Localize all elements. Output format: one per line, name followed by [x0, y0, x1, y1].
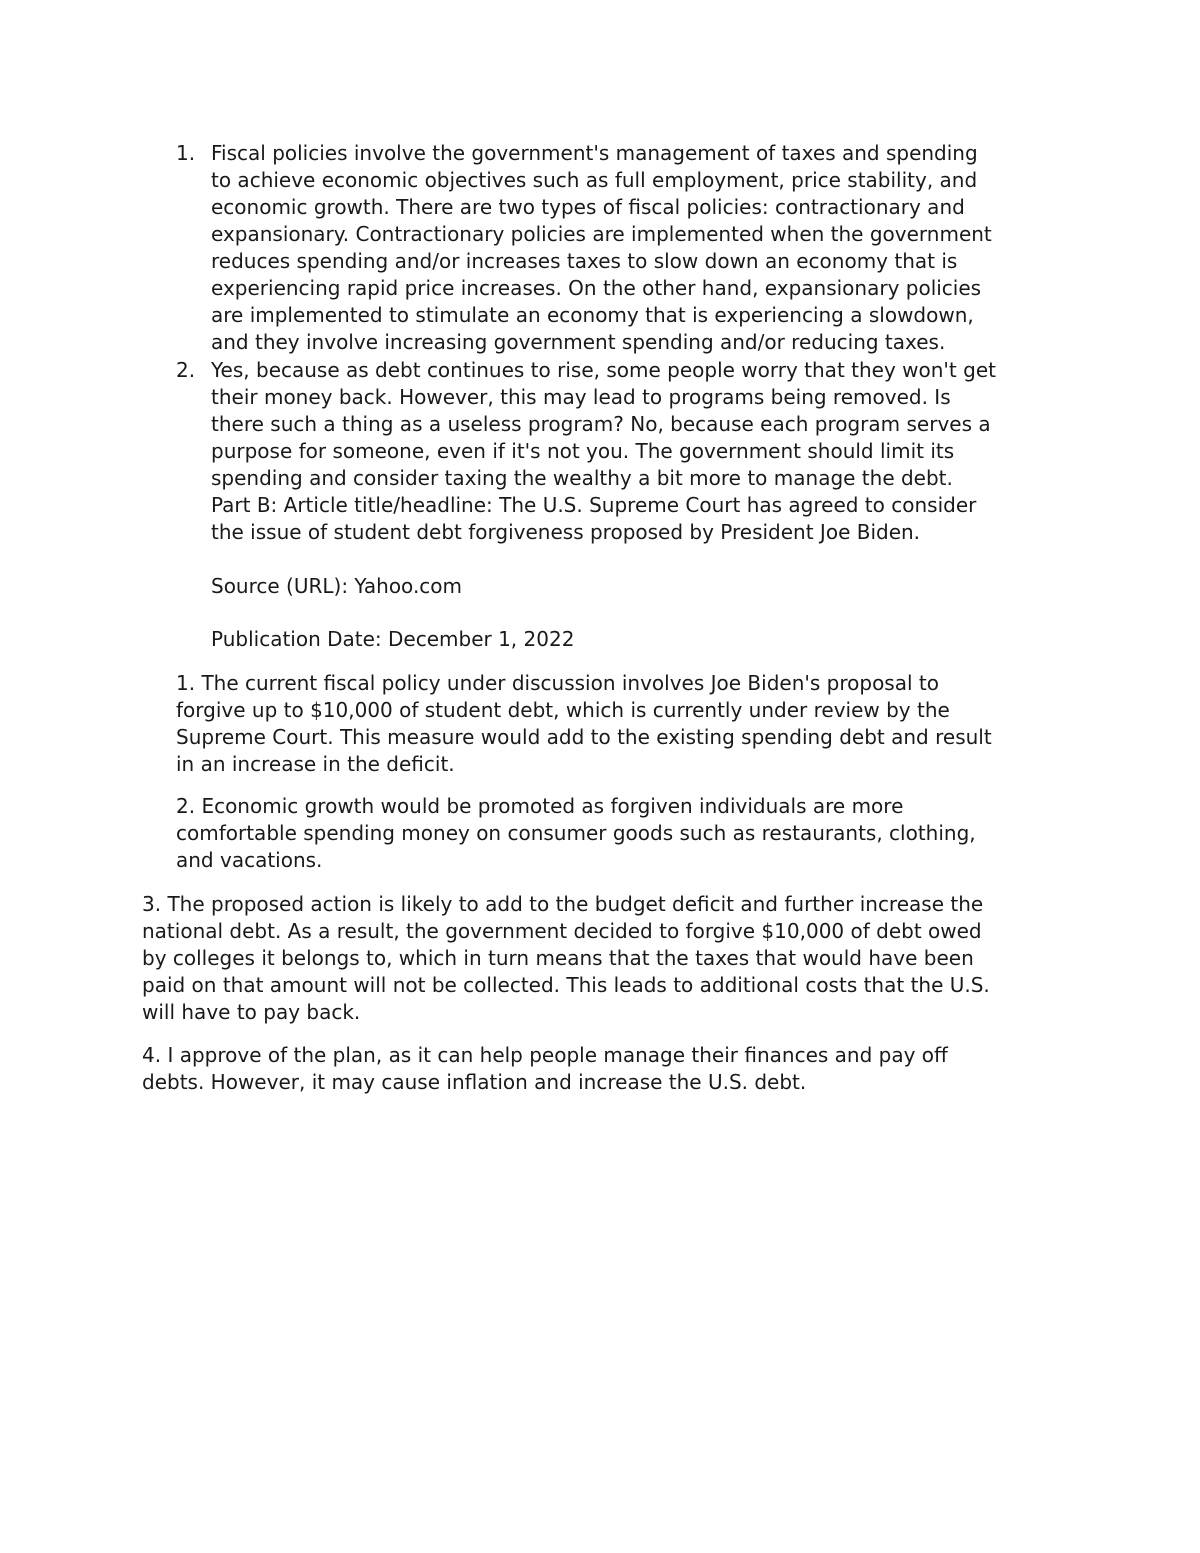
answer-3: 3. The proposed action is likely to add to the budget deficit and further increase the national debt. As a result, the government decided to forgive $10,000 of debt owed by colleges it belongs to, which in turn means that the taxes that would have been paid on that amount will not be collected. This leads to additional costs that the U.S. will have to pay back.	[142, 892, 990, 1024]
paragraph-debt-opinion: Yes, because as debt continues to rise, some people worry that they won't get their money back. However, this may lead to programs being removed. Is there such a thing as a useless program? No, because each program serves a purpose for someone, even if it's not you. The government should limit its spending and consider taxing the wealthy a bit more to manage the debt. Part B: Article title/headline: The U.S. Supreme Court has agreed to consider the issue of student debt forgiveness proposed by President Joe Biden.	[211, 358, 996, 544]
list-item-1	[176, 140, 1066, 356]
list-number: 1.	[176, 141, 196, 165]
source-line: Source (URL): Yahoo.com	[211, 574, 463, 598]
paragraph-fiscal-policies: Fiscal policies involve the government's management of taxes and spending to achieve economic objectives such as full employment, price stability, and economic growth. There are two types of fiscal policies: contractionary and expansionary. Contractionary policies are implemented when the government reduces spending and/or increases taxes to slow down an economy that is experiencing rapid price increases. On the other hand, expansionary policies are implemented to stimulate an economy that is experiencing a slowdown, and they involve increasing government spending and/or reducing taxes.	[211, 141, 992, 354]
publication-date: Publication Date: December 1, 2022	[211, 627, 575, 651]
list-item-2	[176, 357, 1066, 546]
answer-4: 4. I approve of the plan, as it can help people manage their finances and pay off debts. However, it may cause inflation and increase the U.S. debt.	[142, 1043, 948, 1094]
answer-2: 2. Economic growth would be promoted as forgiven individuals are more comfortable spending money on consumer goods such as restaurants, clothing, and vacations.	[176, 794, 976, 872]
list-number: 2.	[176, 358, 196, 382]
answer-1: 1. The current fiscal policy under discussion involves Joe Biden's proposal to forgive up to $10,000 of student debt, which is currently under review by the Supreme Court. This measure would add to the existing spending debt and result in an increase in the deficit.	[176, 671, 992, 776]
